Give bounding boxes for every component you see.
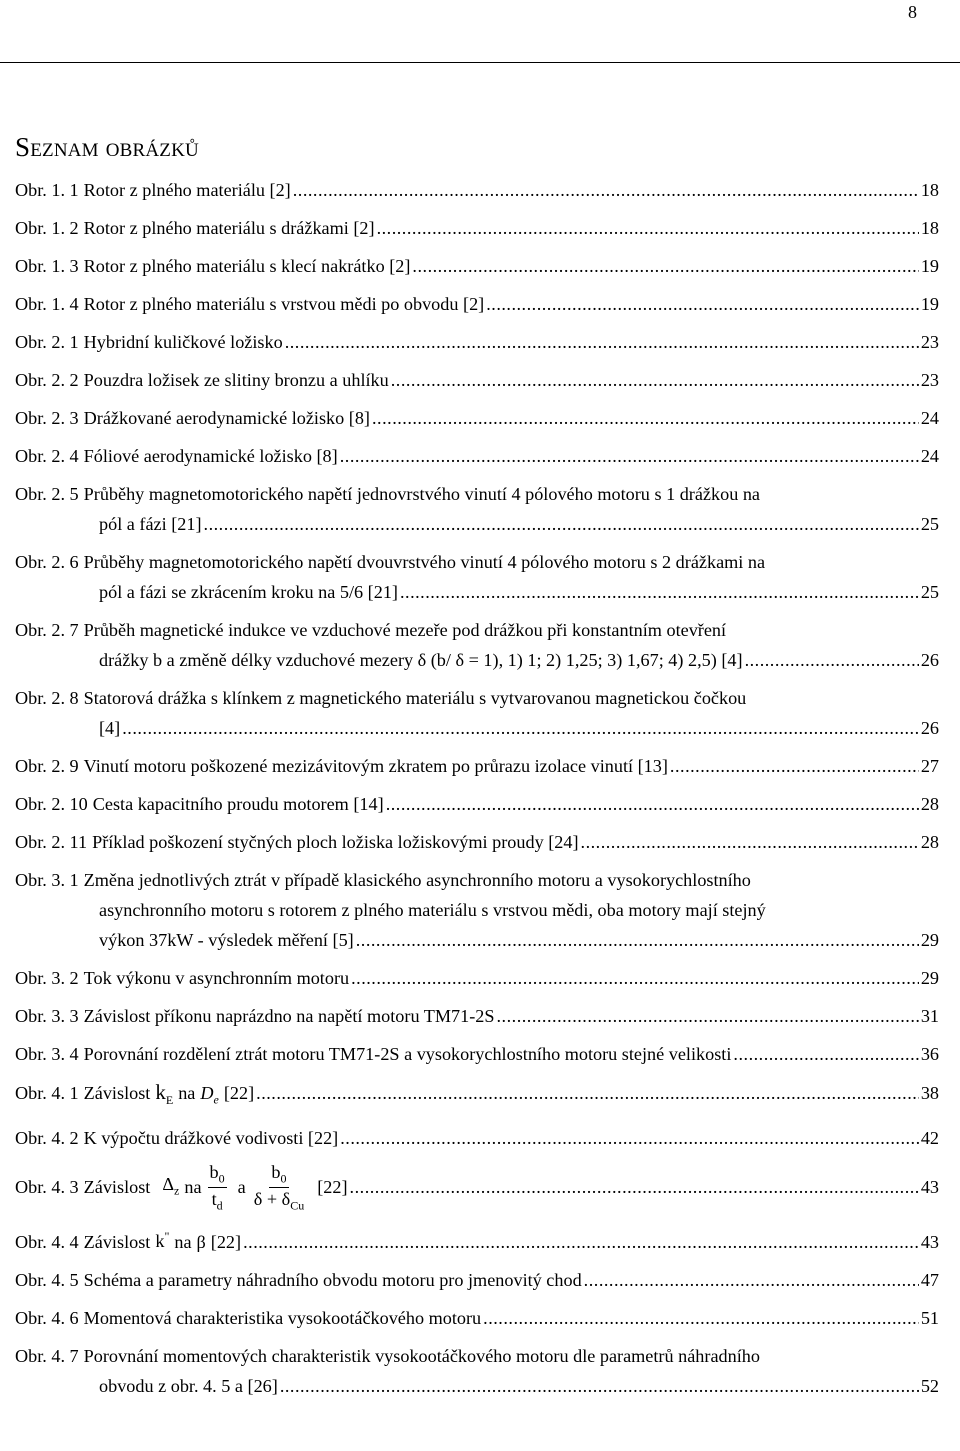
page-ref: 25 xyxy=(920,582,939,602)
page-number: 8 xyxy=(908,2,917,22)
figure-title-line: [4] xyxy=(99,718,121,738)
list-item[interactable] xyxy=(15,289,939,319)
figure-title: Drážkované aerodynamické ložisko [8] xyxy=(83,408,370,428)
figure-title-line: drážky b a změně délky vzduchové mezery δ (b/ δ = 1), 1) 1; 2) 1,25; 3) 1,67; 4) 2,5) [4] xyxy=(99,650,743,670)
list-item[interactable] xyxy=(15,547,939,607)
figure-number: Obr. 2. 6 xyxy=(15,552,79,572)
dot-leader xyxy=(243,1227,919,1257)
figure-title-text: [22] xyxy=(210,1231,242,1252)
page-ref: 43 xyxy=(920,1231,939,1252)
figure-title-line: obvodu z obr. 4. 5 a [26] xyxy=(99,1375,278,1396)
list-item[interactable] xyxy=(15,1039,939,1069)
list-item[interactable] xyxy=(15,251,939,281)
list-item[interactable] xyxy=(15,441,939,471)
dot-leader xyxy=(386,789,919,819)
figure-number: Obr. 4. 2 xyxy=(15,1128,79,1149)
figure-title-text: Závislost xyxy=(83,1177,151,1198)
list-item[interactable] xyxy=(15,479,939,539)
figure-title: Porovnání rozdělení ztrát motoru TM71-2S a vysokorychlostního motoru stejné velikosti xyxy=(83,1044,732,1064)
figure-number: Obr. 2. 7 xyxy=(15,620,79,640)
figure-number: Obr. 2. 8 xyxy=(15,688,79,708)
figure-title-line: pól a fázi [21] xyxy=(99,514,202,534)
page-ref: 19 xyxy=(920,256,939,276)
page-ref: 18 xyxy=(920,180,939,200)
list-item[interactable] xyxy=(15,827,939,857)
page-ref: 26 xyxy=(920,718,939,738)
figure-title: K výpočtu drážkové vodivosti [22] xyxy=(83,1128,339,1149)
list-item[interactable] xyxy=(15,213,939,243)
dot-leader xyxy=(122,713,919,743)
figure-number: Obr. 4. 7 xyxy=(15,1345,79,1366)
page-ref: 23 xyxy=(920,370,939,390)
figure-title: Pouzdra ložisek ze slitiny bronzu a uhlíku xyxy=(83,370,389,390)
figure-title: Momentová charakteristika vysokootáčkového motoru xyxy=(83,1307,482,1328)
figure-title-text: a xyxy=(237,1177,246,1198)
figure-title-line: Průběhy magnetomotorického napětí dvouvrstvého vinutí 4 pólového motoru s 2 drážkami na xyxy=(83,552,766,572)
page-ref: 24 xyxy=(920,446,939,466)
formula-symbol: k" xyxy=(155,1229,170,1252)
dot-leader xyxy=(356,925,919,955)
page-ref: 19 xyxy=(920,294,939,314)
figure-number: Obr. 1. 4 xyxy=(15,294,79,314)
page-ref: 29 xyxy=(920,930,939,950)
fraction: $\frac{b_0}{t_d}$ xyxy=(209,1162,225,1213)
page-ref: 29 xyxy=(920,968,939,988)
figure-number: Obr. 3. 4 xyxy=(15,1044,79,1064)
figure-number: Obr. 3. 3 xyxy=(15,1006,79,1026)
figure-title-line: Porovnání momentových charakteristik vysokootáčkového motoru dle parametrů náhradního xyxy=(83,1345,760,1366)
figure-number: Obr. 2. 10 xyxy=(15,794,88,814)
list-item[interactable] xyxy=(15,789,939,819)
page-ref: 27 xyxy=(920,756,939,776)
list-item[interactable] xyxy=(15,365,939,395)
page-ref: 26 xyxy=(920,650,939,670)
figure-title-line: Průběhy magnetomotorického napětí jednovrstvého vinutí 4 pólového motoru s 1 drážkou na xyxy=(83,484,760,504)
figure-number: Obr. 2. 5 xyxy=(15,484,79,504)
figure-number: Obr. 2. 4 xyxy=(15,446,79,466)
figure-title-line: Průběh magnetické indukce ve vzduchové mezeře pod drážkou při konstantním otevření xyxy=(83,620,727,640)
dot-leader xyxy=(400,577,919,607)
figure-number: Obr. 4. 4 xyxy=(15,1231,79,1252)
fraction: $\frac{b_0}{\delta + \delta_{Cu}}$ xyxy=(253,1162,305,1213)
figure-number: Obr. 4. 3 xyxy=(15,1177,79,1198)
figure-title-text: na xyxy=(178,1083,196,1103)
page-ref: 18 xyxy=(920,218,939,238)
list-item[interactable] xyxy=(15,1001,939,1031)
dot-leader xyxy=(391,365,919,395)
figure-number: Obr. 1. 3 xyxy=(15,256,79,276)
figure-title-line: asynchronního motoru s rotorem z plného materiálu s vrstvou mědi, oba motory mají stejný xyxy=(99,900,766,920)
figure-number: Obr. 3. 2 xyxy=(15,968,79,988)
figure-title-line: pól a fázi se zkrácením kroku na 5/6 [21] xyxy=(99,582,398,602)
figure-number: Obr. 2. 3 xyxy=(15,408,79,428)
figure-number: Obr. 4. 5 xyxy=(15,1269,79,1290)
figure-title-text: [22] xyxy=(223,1083,255,1103)
figure-title-line: výkon 37kW - výsledek měření [5] xyxy=(99,930,354,950)
dot-leader xyxy=(670,751,919,781)
page-ref: 31 xyxy=(920,1006,939,1026)
page-ref: 28 xyxy=(920,794,939,814)
dot-leader xyxy=(340,1123,919,1153)
dot-leader xyxy=(351,963,919,993)
figure-title: Fóliové aerodynamické ložisko [8] xyxy=(83,446,338,466)
figure-title-line: Změna jednotlivých ztrát v případě klasického asynchronního motoru a vysokorychlostního xyxy=(83,870,751,890)
figure-title: Vinutí motoru poškozené mezizávitovým zkratem po průrazu izolace vinutí [13] xyxy=(83,756,668,776)
dot-leader xyxy=(285,327,919,357)
list-item[interactable] xyxy=(15,403,939,433)
dot-leader xyxy=(486,289,919,319)
header-divider xyxy=(0,62,960,63)
formula-symbol: $\Delta_z$ xyxy=(162,1174,180,1198)
page-ref: 24 xyxy=(920,408,939,428)
page-ref: 51 xyxy=(920,1307,939,1328)
formula-symbol: $k_E$ xyxy=(155,1080,174,1108)
page-ref: 42 xyxy=(920,1128,939,1149)
list-item[interactable] xyxy=(15,963,939,993)
list-item[interactable] xyxy=(15,1265,939,1295)
list-item[interactable] xyxy=(15,751,939,781)
list-item[interactable] xyxy=(15,175,939,205)
list-item[interactable] xyxy=(15,1341,939,1401)
figure-number: Obr. 2. 9 xyxy=(15,756,79,776)
page-ref: 38 xyxy=(920,1083,939,1103)
figure-title: Rotor z plného materiálu s vrstvou mědi po obvodu [2] xyxy=(83,294,485,314)
figure-title: Cesta kapacitního proudu motorem [14] xyxy=(92,794,384,814)
dot-leader xyxy=(733,1039,918,1069)
figure-number: Obr. 4. 6 xyxy=(15,1307,79,1328)
formula-symbol: $D_e$ xyxy=(200,1083,219,1107)
list-item[interactable] xyxy=(15,865,939,955)
figure-title-text: na xyxy=(184,1177,202,1198)
list-item[interactable] xyxy=(15,1161,939,1213)
figure-title: Rotor z plného materiálu s klecí nakrátko [2] xyxy=(83,256,411,276)
figure-title: Rotor z plného materiálu [2] xyxy=(83,180,291,200)
dot-leader xyxy=(350,1172,919,1202)
dot-leader xyxy=(377,213,919,243)
list-item[interactable] xyxy=(15,683,939,743)
page-ref: 52 xyxy=(920,1375,939,1396)
page-title: Seznam obrázků xyxy=(15,132,199,162)
page-ref: 28 xyxy=(920,832,939,852)
figure-number: Obr. 1. 1 xyxy=(15,180,79,200)
dot-leader xyxy=(280,1371,919,1401)
formula-symbol: β xyxy=(196,1231,206,1252)
dot-leader xyxy=(584,1265,919,1295)
dot-leader xyxy=(581,827,919,857)
figure-title: Příklad poškození styčných ploch ložiska ložiskovými proudy [24] xyxy=(92,832,579,852)
figure-number: Obr. 3. 1 xyxy=(15,870,79,890)
dot-leader xyxy=(497,1001,919,1031)
figure-list xyxy=(15,175,939,1409)
page-ref: 43 xyxy=(920,1177,939,1198)
list-item[interactable] xyxy=(15,1123,939,1153)
figure-number: Obr. 2. 1 xyxy=(15,332,79,352)
figure-title-text: Závislost xyxy=(83,1231,151,1252)
figure-number: Obr. 2. 2 xyxy=(15,370,79,390)
page-ref: 47 xyxy=(920,1269,939,1290)
dot-leader xyxy=(412,251,918,281)
list-item[interactable] xyxy=(15,1221,939,1256)
dot-leader xyxy=(293,175,919,205)
list-item[interactable] xyxy=(15,1303,939,1333)
page-ref: 36 xyxy=(920,1044,939,1064)
list-item[interactable] xyxy=(15,615,939,675)
figure-number: Obr. 1. 2 xyxy=(15,218,79,238)
dot-leader xyxy=(483,1303,919,1333)
figure-title-text: [22] xyxy=(317,1177,348,1198)
page-ref: 23 xyxy=(920,332,939,352)
figure-title: Schéma a parametry náhradního obvodu motoru pro jmenovitý chod xyxy=(83,1269,582,1290)
figure-title-text: Závislost xyxy=(83,1083,151,1103)
figure-title: Závislost příkonu naprázdno na napětí motoru TM71-2S xyxy=(83,1006,495,1026)
page-ref: 25 xyxy=(920,514,939,534)
dot-leader xyxy=(256,1078,919,1108)
figure-title-line: Statorová drážka s klínkem z magnetického materiálu s vytvarovanou magnetickou čočkou xyxy=(83,688,747,708)
dot-leader xyxy=(204,509,919,539)
list-item[interactable] xyxy=(15,1077,939,1115)
figure-title-text: na xyxy=(174,1231,192,1252)
figure-title: Tok výkonu v asynchronním motoru xyxy=(83,968,350,988)
dot-leader xyxy=(745,645,919,675)
figure-title: Hybridní kuličkové ložisko xyxy=(83,332,283,352)
dot-leader xyxy=(372,403,919,433)
figure-number: Obr. 2. 11 xyxy=(15,832,88,852)
figure-title: Rotor z plného materiálu s drážkami [2] xyxy=(83,218,375,238)
figure-number: Obr. 4. 1 xyxy=(15,1083,79,1103)
list-item[interactable] xyxy=(15,327,939,357)
dot-leader xyxy=(340,441,919,471)
